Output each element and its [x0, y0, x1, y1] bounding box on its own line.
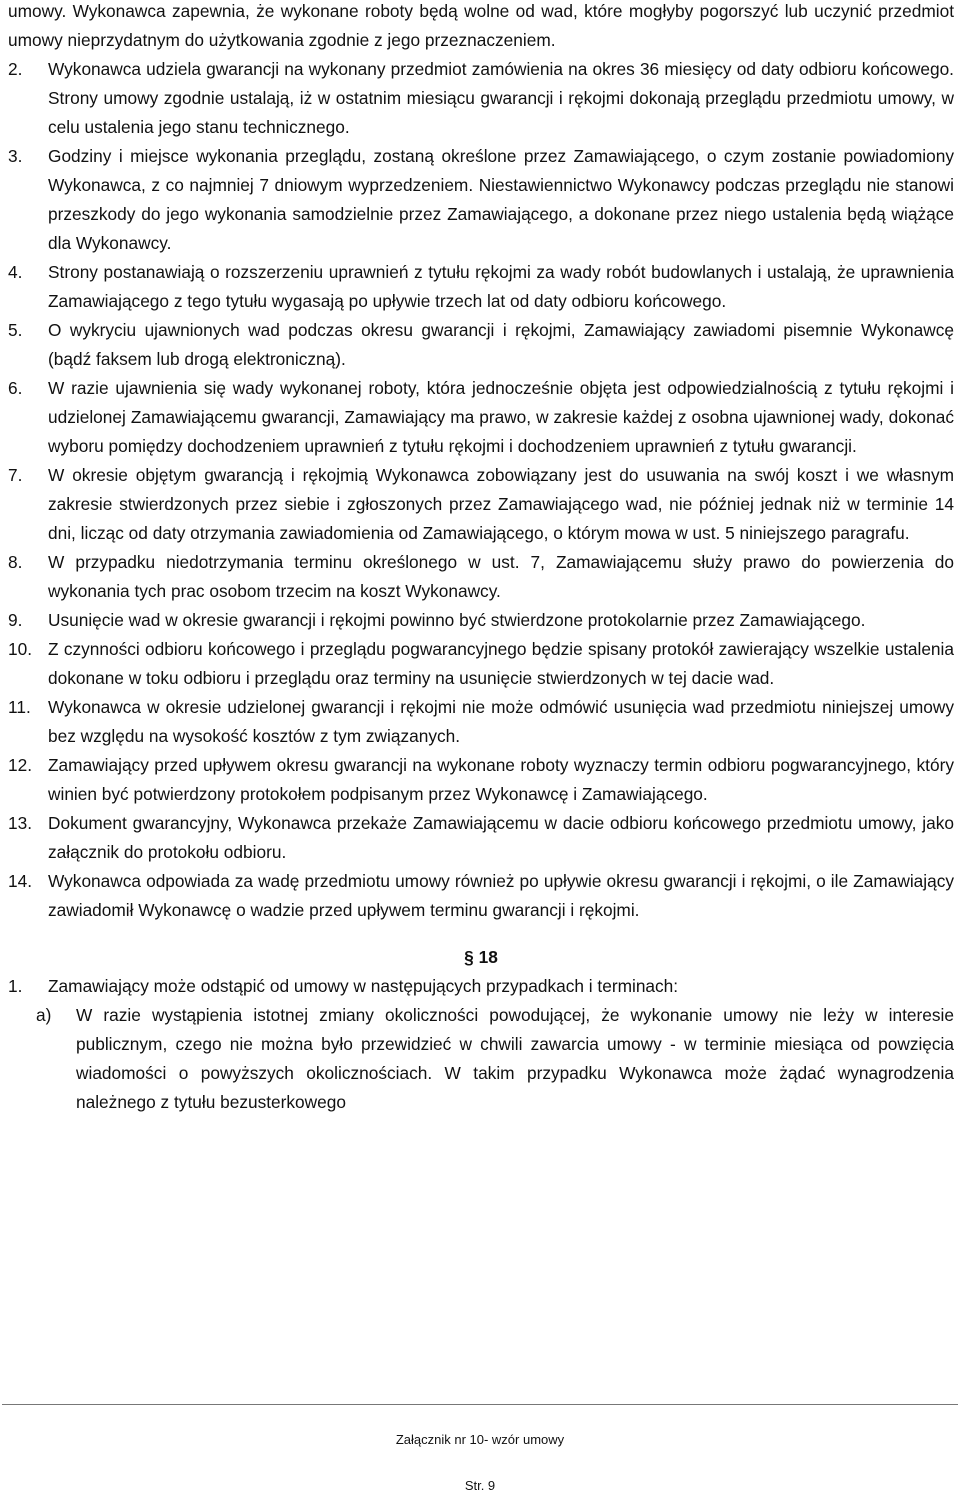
document-content	[8, 0, 954, 1117]
list-item-13	[8, 809, 954, 867]
list-text: Usunięcie wad w okresie gwarancji i rękojmi powinno być stwierdzone protokolarnie przez Zamawiającego.	[48, 610, 866, 630]
list-number: 7.	[8, 465, 23, 485]
section-18	[8, 943, 954, 1117]
list-item-10	[8, 635, 954, 693]
list-number: 8.	[8, 552, 23, 572]
list-item-4	[8, 258, 954, 316]
list-number: 9.	[8, 610, 23, 630]
list-text: Wykonawca udziela gwarancji na wykonany przedmiot zamówienia na okres 36 miesięcy od daty odbioru końcowego. Strony umowy zgodnie ustalają, iż w ostatnim miesiącu gwarancji i rękojmi dokonają przeglądu przedmiotu umowy, w celu ustalenia jego stanu technicznego.	[48, 59, 954, 137]
list-text: Wykonawca odpowiada za wadę przedmiotu umowy również po upływie okresu gwarancji i rękojmi, o ile Zamawiający zawiadomił Wykonawcę o wadzie przed upływem terminu gwarancji i rękojmi.	[48, 871, 954, 920]
list-text: W przypadku niedotrzymania terminu określonego w ust. 7, Zamawiającemu służy prawo do powierzenia do wykonania tych prac osobom trzecim na koszt Wykonawcy.	[48, 552, 954, 601]
list-item-2	[8, 55, 954, 142]
warranty-list	[8, 55, 954, 925]
list-text: W okresie objętym gwarancją i rękojmią Wykonawca zobowiązany jest do usuwania na swój koszt i we własnym zakresie stwierdzonych przez siebie i zgłoszonych przez Zamawiającego wad, nie później jednak niż w terminie 14 dni, licząc od daty otrzymania zawiadomienia od Zamawiającego, o którym mowa w ust. 5 niniejszego paragrafu.	[48, 465, 954, 543]
list-item-6	[8, 374, 954, 461]
top-fragment: umowy. Wykonawca zapewnia, że wykonane roboty będą wolne od wad, które mogłyby pogorszyć lub uczynić przedmiot umowy nieprzydatnym do użytkowania zgodnie z jego przeznaczeniem.	[8, 1, 954, 50]
subitem-label: a)	[36, 1005, 52, 1025]
list-number: 10.	[8, 639, 33, 659]
list-text: Strony postanawiają o rozszerzeniu uprawnień z tytułu rękojmi za wady robót budowlanych i ustalają, że uprawnienia Zamawiającego z tego tytułu wygasają po upływie trzech lat od daty odbioru końcowego.	[48, 262, 954, 311]
list-number: 4.	[8, 262, 23, 282]
page-number: Str. 9	[464, 1478, 496, 1493]
list-item-11	[8, 693, 954, 751]
section-heading: § 18	[464, 947, 498, 967]
list-text: O wykryciu ujawnionych wad podczas okresu gwarancji i rękojmi, Zamawiający zawiadomi pisemnie Wykonawcę (bądź faksem lub drogą elektroniczną).	[48, 320, 954, 369]
section-18-item-1	[8, 972, 954, 1001]
list-item-3	[8, 142, 954, 258]
list-text: Zamawiający może odstąpić od umowy w następujących przypadkach i terminach:	[48, 976, 679, 996]
list-number: 3.	[8, 146, 23, 166]
list-number: 12.	[8, 755, 33, 775]
list-number: 13.	[8, 813, 33, 833]
list-number: 1.	[8, 976, 23, 996]
list-number: 5.	[8, 320, 23, 340]
footer-divider	[2, 1404, 958, 1405]
list-item-8	[8, 548, 954, 606]
list-text: W razie ujawnienia się wady wykonanej roboty, która jednocześnie objęta jest odpowiedzialnością z tytułu rękojmi i udzielonej Zamawiającemu gwarancji, Zamawiający ma prawo, w zakresie każdej z osobna ujawnionej wady, dokonać wyboru pomiędzy dochodzeniem uprawnień z tytułu rękojmi i dochodzeniem uprawnień z tytułu gwarancji.	[48, 378, 954, 456]
list-number: 6.	[8, 378, 23, 398]
list-item-12	[8, 751, 954, 809]
footer-title: Załącznik nr 10- wzór umowy	[395, 1432, 565, 1447]
list-text: Godziny i miejsce wykonania przeglądu, zostaną określone przez Zamawiającego, o czym zostanie powiadomiony Wykonawca, z co najmniej 7 dniowym wyprzedzeniem. Niestawiennictwo Wykonawcy podczas przeglądu nie stanowi przeszkody do jego wykonania samodzielnie przez Zamawiającego, a dokonane przez niego ustalenia będą wiążące dla Wykonawcy.	[48, 146, 954, 253]
list-number: 11.	[8, 697, 31, 717]
list-number: 14.	[8, 871, 33, 891]
subitem-text: W razie wystąpienia istotnej zmiany okoliczności powodującej, że wykonanie umowy nie leży w interesie publicznym, czego nie można było przewidzieć w chwili zawarcia umowy - w terminie miesiąca od powzięcia wiadomości o powyższych okolicznościach. W takim przypadku Wykonawca może żądać wynagrodzenia należnego z tytułu bezusterkowego	[76, 1005, 954, 1112]
section-18-subitem-a	[8, 1001, 954, 1117]
list-number: 2.	[8, 59, 23, 79]
section-title	[8, 943, 954, 972]
list-text: Wykonawca w okresie udzielonej gwarancji i rękojmi nie może odmówić usunięcia wad przedmiotu niniejszej umowy bez względu na wysokość kosztów z tym związanych.	[48, 697, 954, 746]
list-item-5	[8, 316, 954, 374]
list-text: Dokument gwarancyjny, Wykonawca przekaże Zamawiającemu w dacie odbioru końcowego przedmiotu umowy, jako załącznik do protokołu odbioru.	[48, 813, 954, 862]
list-item-7	[8, 461, 954, 548]
list-text: Z czynności odbioru końcowego i przeglądu pogwarancyjnego będzie spisany protokół zawierający wszelkie ustalenia dokonane w toku odbioru i przeglądu oraz terminy na usunięcie stwierdzonych w tej dacie wad.	[48, 639, 954, 688]
list-text: Zamawiający przed upływem okresu gwarancji na wykonane roboty wyznaczy termin odbioru pogwarancyjnego, który winien być potwierdzony protokołem podpisanym przez Wykonawcę i Zamawiającego.	[48, 755, 954, 804]
list-item-9	[8, 606, 954, 635]
list-item-14	[8, 867, 954, 925]
